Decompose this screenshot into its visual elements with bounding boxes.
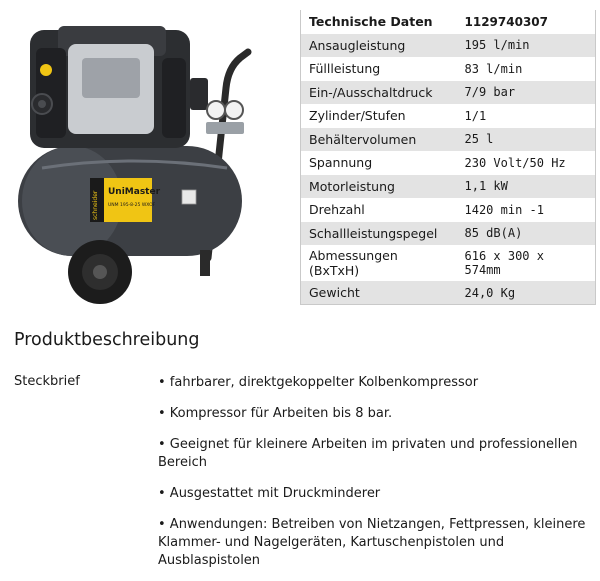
- spec-row: [301, 281, 596, 305]
- spec-value: 230 Volt/50 Hz: [457, 151, 596, 175]
- feature-list: [158, 374, 588, 581]
- list-item: • Geeignet für kleinere Arbeiten im privaten und professionellen Bereich: [158, 437, 578, 470]
- spec-label: Zylinder/Stufen: [301, 104, 457, 128]
- spec-value: 195 l/min: [457, 34, 596, 58]
- spec-value: 616 x 300 x 574mm: [457, 245, 596, 281]
- compressor-product-image: [12, 18, 290, 306]
- spec-value: 83 l/min: [457, 57, 596, 81]
- spec-row: [301, 198, 596, 222]
- list-item: • fahrbarer, direktgekoppelter Kolbenkompressor: [158, 375, 479, 390]
- spec-label: Drehzahl: [301, 198, 457, 222]
- brief-label: Steckbrief: [14, 374, 80, 389]
- spec-table-header: [301, 10, 596, 34]
- list-item: • Kompressor für Arbeiten bis 8 bar.: [158, 406, 393, 421]
- series-text: UniMaster: [108, 187, 161, 197]
- list-item: • Anwendungen: Betreiben von Nietzangen, Fettpressen, kleinere Klammer- und Nagelgeräten, Kartuschenpistolen und Ausblaspistolen: [158, 517, 586, 568]
- model-text: UNM 195-8-25 WXOF: [108, 203, 156, 208]
- spec-row: [301, 128, 596, 152]
- spec-label: Abmessungen (BxTxH): [301, 245, 457, 281]
- spec-label: Füllleistung: [301, 57, 457, 81]
- spec-value: 1,1 kW: [457, 175, 596, 199]
- spec-row: [301, 34, 596, 58]
- spec-value: 25 l: [457, 128, 596, 152]
- spec-value: 1420 min -1: [457, 198, 596, 222]
- spec-row: [301, 104, 596, 128]
- pressure-gauge-1: [207, 101, 225, 119]
- spec-label: Motorleistung: [301, 175, 457, 199]
- spec-row: [301, 151, 596, 175]
- spec-row: [301, 81, 596, 105]
- list-item: • Ausgestattet mit Druckminderer: [158, 486, 381, 501]
- spec-value: 85 dB(A): [457, 222, 596, 246]
- spec-row: [301, 222, 596, 246]
- spec-label: Ein-/Ausschaltdruck: [301, 81, 457, 105]
- brand-text: schneider: [92, 190, 99, 220]
- spec-label: Schallleistungspegel: [301, 222, 457, 246]
- spec-row: [301, 175, 596, 199]
- spec-header-value: 1129740307: [457, 10, 596, 34]
- spec-label: Spannung: [301, 151, 457, 175]
- spec-label: Ansaugleistung: [301, 34, 457, 58]
- spec-label: Gewicht: [301, 281, 457, 305]
- spec-header-label: Technische Daten: [301, 10, 457, 34]
- spec-value: 1/1: [457, 104, 596, 128]
- spec-label: Behältervolumen: [301, 128, 457, 152]
- pressure-reducer: [190, 78, 208, 110]
- spec-value: 7/9 bar: [457, 81, 596, 105]
- spec-row: [301, 245, 596, 281]
- spec-value: 24,0 Kg: [457, 281, 596, 305]
- front-foot: [200, 250, 210, 276]
- description-title: Produktbeschreibung: [14, 330, 200, 350]
- spec-table: [300, 10, 596, 305]
- pressure-gauge-2: [225, 101, 243, 119]
- spec-row: [301, 57, 596, 81]
